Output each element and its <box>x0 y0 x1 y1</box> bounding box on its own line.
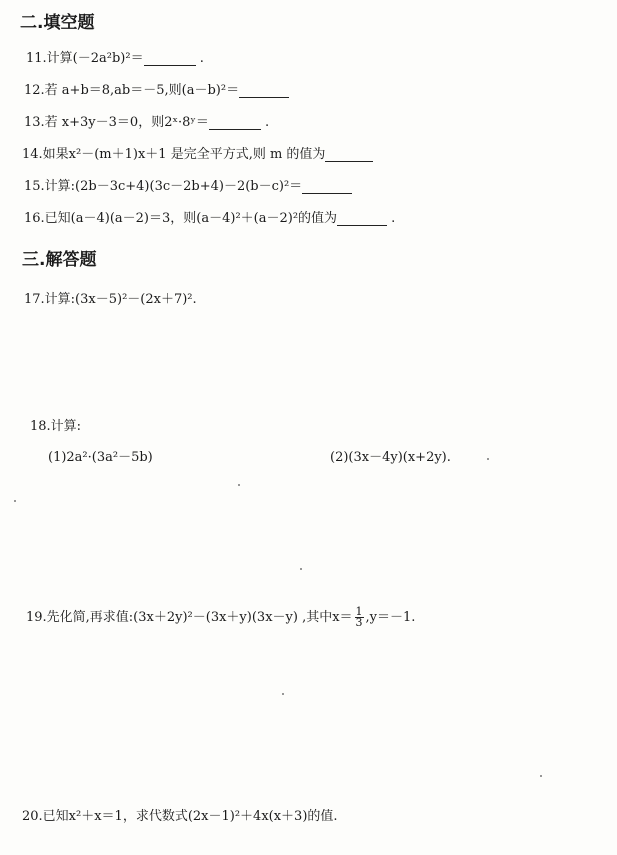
question-19 <box>26 606 415 628</box>
question-14-text: 14.如果x²－(m＋1)x＋1 是完全平方式,则 m 的值为 <box>22 147 326 162</box>
question-18-part-2: (2)(3x－4y)(x+2y). <box>330 450 451 465</box>
scan-speck <box>238 484 240 486</box>
question-15 <box>24 175 352 194</box>
answer-blank-14[interactable] <box>325 147 373 162</box>
question-12-text: 12.若 a+b＝8,ab＝－5,则(a－b)²＝ <box>24 83 240 98</box>
question-19-text: 19.先化简,再求值:(3x＋2y)²－(3x＋y)(3x－y) ,其中x＝ <box>26 610 353 625</box>
scan-speck <box>300 568 302 570</box>
fraction-one-third <box>355 607 364 628</box>
question-12 <box>24 79 289 98</box>
answer-blank-15[interactable] <box>302 179 352 194</box>
fraction-numerator: 1 <box>355 605 363 618</box>
question-11-tail: . <box>199 51 204 66</box>
question-19-tail: ,y＝－1. <box>365 610 416 625</box>
answer-blank-12[interactable] <box>239 83 289 98</box>
question-11-text: 11.计算(－2a²b)²＝ <box>26 51 144 66</box>
question-16-text: 16.已知(a－4)(a－2)＝3，则(a－4)²＋(a－2)²的值为 <box>24 211 338 226</box>
question-15-text: 15.计算:(2b－3c+4)(3c－2b+4)－2(b－c)²＝ <box>24 179 303 194</box>
question-17: 17.计算:(3x－5)²－(2x＋7)². <box>24 292 197 307</box>
section-answer-title: 三.解答题 <box>22 250 97 270</box>
question-16-tail: . <box>391 211 396 226</box>
question-13-text: 13.若 x+3y－3＝0，则2ˣ·8ʸ＝ <box>24 115 209 130</box>
question-14 <box>22 143 373 162</box>
answer-blank-16[interactable] <box>337 211 387 226</box>
question-16 <box>24 207 395 226</box>
scan-speck <box>282 693 284 695</box>
question-11 <box>26 47 204 66</box>
scan-speck <box>487 458 489 460</box>
question-18-title: 18.计算: <box>30 419 82 434</box>
scan-speck <box>540 775 542 777</box>
answer-blank-11[interactable] <box>144 51 196 66</box>
scan-speck <box>14 500 16 502</box>
question-20: 20.已知x²＋x＝1，求代数式(2x－1)²＋4x(x＋3)的值. <box>22 809 338 824</box>
question-13 <box>24 111 269 130</box>
question-18-part-1: (1)2a²·(3a²－5b) <box>48 450 153 465</box>
fraction-denominator: 3 <box>355 616 363 629</box>
question-13-tail: . <box>265 115 270 130</box>
section-fill-in-title: 二.填空题 <box>20 13 95 33</box>
answer-blank-13[interactable] <box>209 115 261 130</box>
